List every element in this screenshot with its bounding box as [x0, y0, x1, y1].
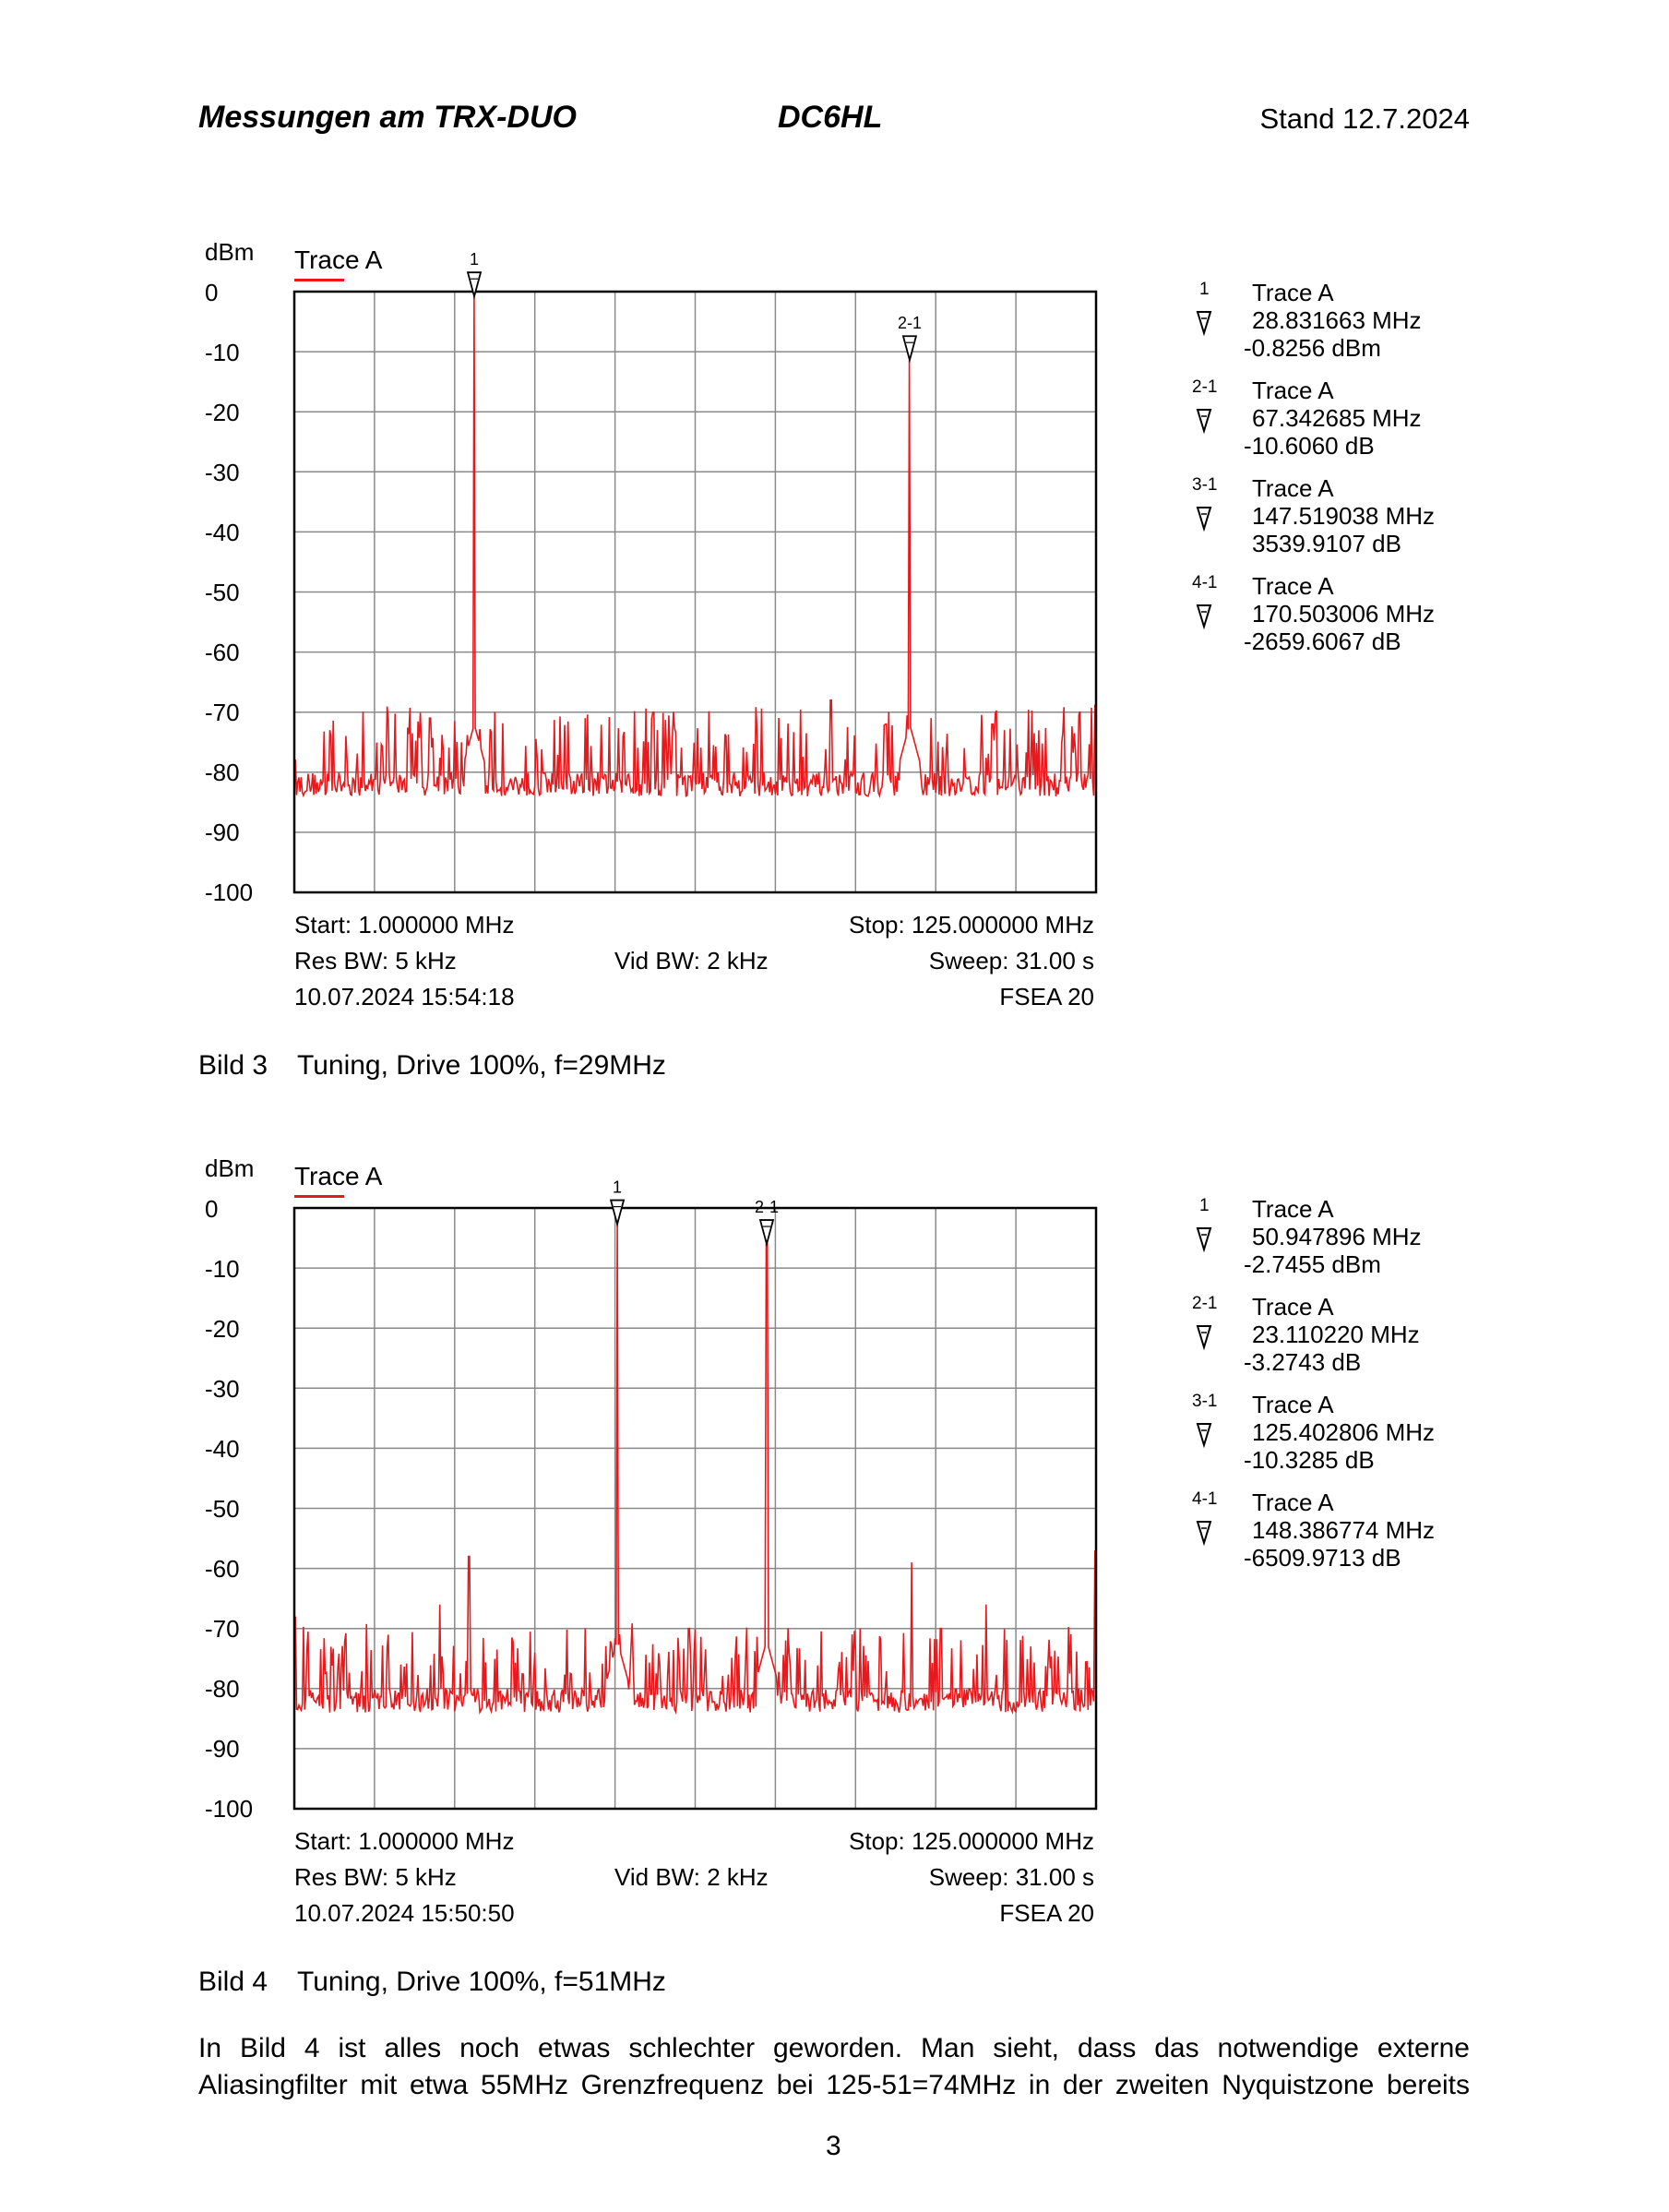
- marker-frequency: 125.402806 MHz: [1252, 1418, 1436, 1446]
- y-tick: -10: [205, 339, 240, 366]
- marker-id: 4-1: [1192, 1489, 1218, 1509]
- marker-level: -2659.6067 dB: [1244, 628, 1401, 655]
- y-tick: -100: [205, 1795, 254, 1823]
- marker-triangle-icon: [611, 1201, 624, 1225]
- y-tick: -30: [205, 459, 240, 486]
- footer-vid-bw: Vid BW: 2 kHz: [614, 947, 769, 974]
- marker-triangle-icon: [1197, 1227, 1211, 1251]
- y-tick: 0: [205, 279, 219, 306]
- marker-level: -0.8256 dBm: [1244, 334, 1381, 362]
- plot-marker-label: 1: [470, 250, 480, 269]
- figure-caption-number: Bild 4: [198, 1967, 268, 1997]
- marker-frequency: 23.110220 MHz: [1252, 1321, 1420, 1348]
- marker-trace: Trace A: [1252, 572, 1334, 600]
- footer-start: Start: 1.000000 MHz: [294, 911, 515, 939]
- marker-frequency: 28.831663 MHz: [1252, 306, 1422, 334]
- marker-id: 2-1: [1192, 1294, 1218, 1313]
- marker-level: -2.7455 dBm: [1244, 1250, 1381, 1278]
- header-author: DC6HL: [778, 100, 883, 135]
- footer-timestamp: 10.07.2024 15:54:18: [294, 983, 515, 1010]
- y-tick: -80: [205, 759, 240, 786]
- y-tick: -90: [205, 1735, 240, 1763]
- page-number: 3: [826, 2131, 841, 2161]
- marker-level: -3.2743 dB: [1244, 1348, 1362, 1376]
- y-tick: -40: [205, 519, 240, 546]
- marker-triangle-icon: [1197, 1521, 1211, 1545]
- marker-triangle-icon: [1197, 1325, 1211, 1349]
- marker-frequency: 67.342685 MHz: [1252, 404, 1422, 432]
- marker-triangle-icon: [1197, 1423, 1211, 1447]
- marker-trace: Trace A: [1252, 377, 1334, 404]
- trace-label: Trace A: [294, 1162, 383, 1190]
- plot-marker-label: 2-1: [897, 314, 922, 333]
- footer-vid-bw: Vid BW: 2 kHz: [614, 1863, 769, 1891]
- footer-res-bw: Res BW: 5 kHz: [294, 1863, 457, 1891]
- marker-frequency: 148.386774 MHz: [1252, 1516, 1436, 1544]
- y-tick: -50: [205, 1495, 240, 1523]
- y-unit-label: dBm: [205, 1154, 255, 1182]
- marker-trace: Trace A: [1252, 474, 1334, 502]
- marker-trace: Trace A: [1252, 279, 1334, 306]
- plot-marker: [611, 1178, 624, 1225]
- footer-instrument: FSEA 20: [999, 1899, 1094, 1927]
- plot-marker-label: 1: [613, 1178, 623, 1197]
- marker-trace: Trace A: [1252, 1391, 1334, 1418]
- marker-frequency: 170.503006 MHz: [1252, 600, 1436, 628]
- marker-level: -6509.9713 dB: [1244, 1544, 1401, 1572]
- figure-caption-number: Bild 3: [198, 1050, 268, 1081]
- header-date: Stand 12.7.2024: [1259, 102, 1470, 135]
- body-paragraph-line-2: Aliasingfilter mit etwa 55MHz Grenzfrequenz bei 125-51=74MHz in der zweiten Nyquistzone bereits: [198, 2070, 1470, 2100]
- footer-stop: Stop: 125.000000 MHz: [849, 1827, 1094, 1855]
- marker-id: 4-1: [1192, 573, 1218, 592]
- marker-triangle-icon: [760, 1220, 773, 1244]
- footer-timestamp: 10.07.2024 15:50:50: [294, 1899, 515, 1927]
- figure-caption-text: Tuning, Drive 100%, f=29MHz: [297, 1050, 666, 1081]
- y-tick: -90: [205, 819, 240, 846]
- marker-level: 3539.9107 dB: [1252, 530, 1401, 557]
- y-unit-label: dBm: [205, 238, 255, 266]
- y-tick: -20: [205, 399, 240, 426]
- y-tick: -50: [205, 579, 240, 606]
- marker-id: 1: [1199, 1196, 1210, 1215]
- plot-marker-label: 2-1: [755, 1198, 780, 1217]
- y-tick: -60: [205, 639, 240, 666]
- marker-trace: Trace A: [1252, 1489, 1334, 1516]
- marker-trace: Trace A: [1252, 1293, 1334, 1321]
- footer-res-bw: Res BW: 5 kHz: [294, 947, 457, 974]
- footer-stop: Stop: 125.000000 MHz: [849, 911, 1094, 939]
- y-tick: -70: [205, 1615, 240, 1643]
- y-tick: 0: [205, 1195, 219, 1223]
- y-tick: -70: [205, 699, 240, 726]
- marker-id: 3-1: [1192, 475, 1218, 495]
- y-tick: -10: [205, 1255, 240, 1283]
- marker-frequency: 147.519038 MHz: [1252, 502, 1436, 530]
- header-title: Messungen am TRX-DUO: [198, 100, 577, 135]
- y-tick: -80: [205, 1675, 240, 1703]
- trace-label: Trace A: [294, 245, 383, 274]
- footer-sweep: Sweep: 31.00 s: [928, 1863, 1094, 1891]
- footer-instrument: FSEA 20: [999, 983, 1094, 1010]
- figure-caption-text: Tuning, Drive 100%, f=51MHz: [297, 1967, 666, 1997]
- marker-level: -10.3285 dB: [1244, 1446, 1375, 1474]
- footer-sweep: Sweep: 31.00 s: [928, 947, 1094, 974]
- y-tick: -20: [205, 1315, 240, 1343]
- marker-level: -10.6060 dB: [1244, 432, 1375, 460]
- marker-id: 2-1: [1192, 377, 1218, 397]
- y-tick: -30: [205, 1375, 240, 1403]
- footer-start: Start: 1.000000 MHz: [294, 1827, 515, 1855]
- y-tick: -60: [205, 1555, 240, 1583]
- marker-frequency: 50.947896 MHz: [1252, 1223, 1422, 1250]
- y-tick: -100: [205, 879, 254, 906]
- marker-trace: Trace A: [1252, 1195, 1334, 1223]
- marker-id: 1: [1199, 280, 1210, 299]
- marker-id: 3-1: [1192, 1392, 1218, 1411]
- y-tick: -40: [205, 1435, 240, 1463]
- body-paragraph-line-1: In Bild 4 ist alles noch etwas schlechter geworden. Man sieht, dass das notwendige externe: [198, 2033, 1470, 2063]
